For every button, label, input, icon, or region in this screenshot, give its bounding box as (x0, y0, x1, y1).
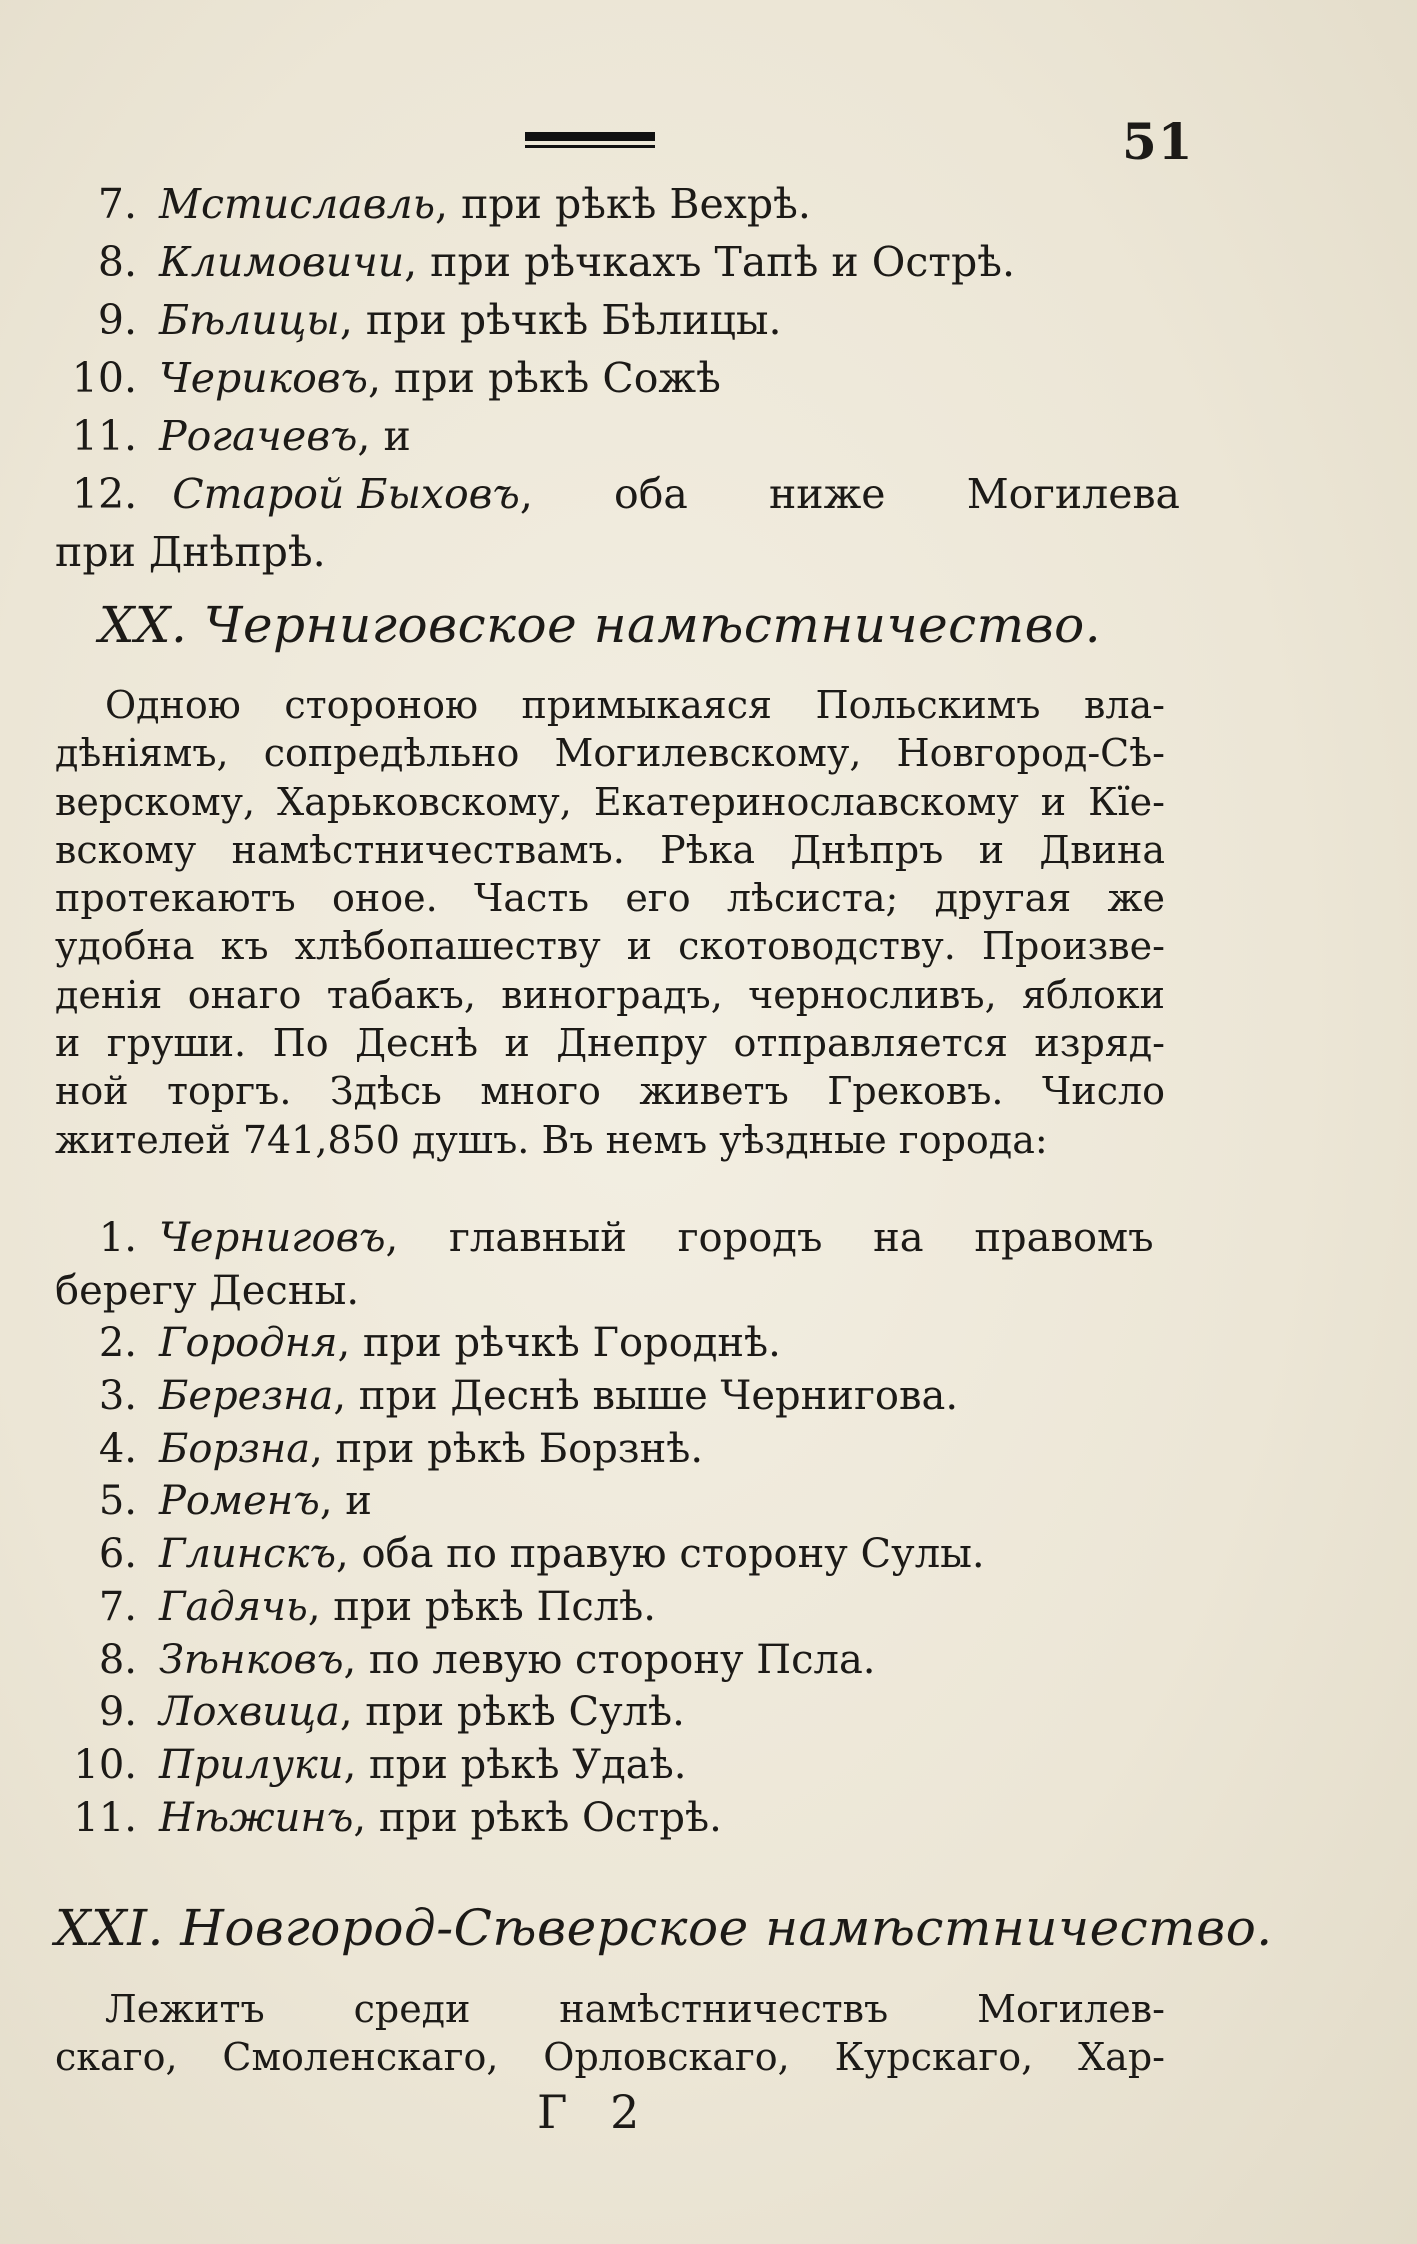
item-description: , при рѣчкѣ Городнѣ. (337, 1320, 781, 1367)
paragraph-novgorod-seversk (55, 1985, 1165, 2082)
item-description: , при рѣкѣ Пслѣ. (307, 1583, 656, 1630)
header-rule-thick (525, 132, 655, 141)
header-rule-thin (525, 145, 655, 148)
item-description: , при рѣкѣ Удаѣ. (343, 1741, 687, 1788)
town-name: Глинскъ (159, 1531, 337, 1578)
item-number: 5. (98, 1478, 137, 1525)
paragraph-line: протекаютъ оное. Часть его лѣсиста; другая же (55, 876, 1165, 921)
item-word: оба (614, 470, 688, 518)
item-number: 6. (98, 1531, 137, 1578)
item-number: 11. (71, 412, 137, 460)
paragraph-line: скаго, Смоленскаго, Орловскаго, Курскаго, Хар- (55, 2035, 1165, 2080)
section-heading-xx-wrap (55, 592, 1145, 658)
paragraph-line: денія онаго табакъ, виноградъ, черносливъ, яблоки (55, 972, 1165, 1017)
town-name: Роменъ (159, 1478, 320, 1525)
item-description: , при рѣчкахъ Тапѣ и Острѣ. (404, 238, 1015, 286)
item-number: 7. (98, 1583, 137, 1630)
town-item-12 (55, 465, 1180, 581)
section-heading-xxi-wrap (55, 1895, 1273, 1961)
paragraph-line: Лежитъ среди намѣстничествъ Могилев- (105, 1987, 1165, 2031)
list-item (55, 1686, 1180, 1739)
signature-mark: Г 2 (537, 2085, 654, 2139)
item-description: , главный городъ на правомъ (385, 1215, 1154, 1261)
item-number: 12. (72, 470, 138, 518)
town-name: Прилуки (159, 1741, 344, 1788)
item-number: 4. (98, 1425, 137, 1472)
list-item (55, 1212, 1180, 1265)
town-list-chernigov (55, 1212, 1180, 1844)
item-number: 7. (97, 180, 137, 228)
item-number: 3. (98, 1373, 137, 1420)
paragraph-line: Одною стороною примыкаяся Польскимъ вла- (105, 683, 1165, 727)
list-item (55, 291, 1180, 349)
header-rule (525, 132, 655, 150)
town-name: Чериковъ (159, 354, 368, 402)
list-item (55, 233, 1180, 291)
item-word: , (519, 470, 533, 518)
item-number: 1. (98, 1215, 137, 1261)
list-item (55, 1739, 1180, 1792)
town-name: Рогачевъ (159, 412, 358, 460)
paragraph-chernigov (55, 681, 1165, 1164)
list-item (55, 1423, 1180, 1476)
item-number: 2. (98, 1320, 137, 1367)
item-description: , при рѣчкѣ Бѣлицы. (339, 296, 782, 344)
item-word: Могилева (966, 470, 1180, 518)
paragraph-line: вскому намѣстничествамъ. Рѣка Днѣпръ и Двина (55, 827, 1165, 872)
item-continuation: при Днѣпрѣ. (55, 528, 326, 576)
paragraph-line: верскому, Харьковскому, Екатеринославскому и Кїе- (55, 779, 1165, 824)
town-name: Лохвица (159, 1689, 340, 1736)
paragraph-line: удобна къ хлѣбопашеству и скотоводству. Произве- (55, 924, 1165, 969)
item-description: , при Деснѣ выше Чернигова. (333, 1373, 959, 1420)
list-item (55, 1581, 1180, 1634)
item-description: , при рѣкѣ Сожѣ (367, 354, 721, 402)
town-name: Борзна (159, 1425, 311, 1472)
item-description: , при рѣкѣ Острѣ. (353, 1794, 722, 1841)
town-name: Нѣжинъ (159, 1794, 354, 1841)
list-item (55, 175, 1180, 233)
list-item (55, 1634, 1180, 1687)
item-continuation: берегу Десны. (55, 1267, 360, 1314)
paragraph-line: жителей 741,850 душъ. Въ немъ уѣздные города: (55, 1117, 1048, 1162)
paragraph-line: ной торгъ. Здѣсь много живетъ Грековъ. Число (55, 1069, 1165, 1114)
town-name: Городня (159, 1320, 338, 1367)
town-list-mogilev (55, 175, 1180, 465)
list-item (55, 1792, 1180, 1845)
town-name: Зѣнковъ (159, 1636, 344, 1683)
town-name: Гадячь (159, 1583, 308, 1630)
item-description: , при рѣкѣ Вехрѣ. (435, 180, 811, 228)
town-name: Мстиславль (159, 180, 436, 228)
section-heading: XXI. Новгород-Сѣверское намѣстничество. (55, 1899, 1273, 1957)
town-name: Старой Быховъ (172, 470, 520, 518)
list-item (55, 1317, 1180, 1370)
list-item (55, 1475, 1180, 1528)
item-description: , по левую сторону Псла. (343, 1636, 876, 1683)
item-number: 10. (73, 1741, 137, 1788)
item-word: ниже (768, 470, 886, 518)
town-name: Климовичи (159, 238, 405, 286)
item-number: 9. (97, 296, 137, 344)
item-description: , и (319, 1478, 372, 1525)
item-number: 10. (71, 354, 137, 402)
list-item (55, 1528, 1180, 1581)
item-description: , при рѣкѣ Сулѣ. (339, 1689, 685, 1736)
list-item (55, 465, 1180, 523)
item-description: , и (357, 412, 411, 460)
list-item (55, 349, 1180, 407)
item-number: 8. (98, 1636, 137, 1683)
section-heading: XX. Черниговское намѣстничество. (98, 596, 1102, 654)
town-name: Черниговъ (159, 1215, 386, 1261)
item-description: , при рѣкѣ Борзнѣ. (310, 1425, 704, 1472)
page-number: 51 (1122, 112, 1194, 171)
item-description: , оба по правую сторону Сулы. (336, 1531, 985, 1578)
item-number: 9. (98, 1689, 137, 1736)
paragraph-line: и груши. По Деснѣ и Днепру отправляется изряд- (55, 1021, 1165, 1066)
list-item (55, 407, 1180, 465)
item-number: 8. (97, 238, 137, 286)
town-name: Бѣлицы (159, 296, 340, 344)
item-number: 11. (73, 1794, 137, 1841)
paragraph-line: дѣніямъ, сопредѣльно Могилевскому, Новгород-Сѣ- (55, 731, 1165, 776)
town-name: Березна (159, 1373, 334, 1420)
list-item (55, 1370, 1180, 1423)
